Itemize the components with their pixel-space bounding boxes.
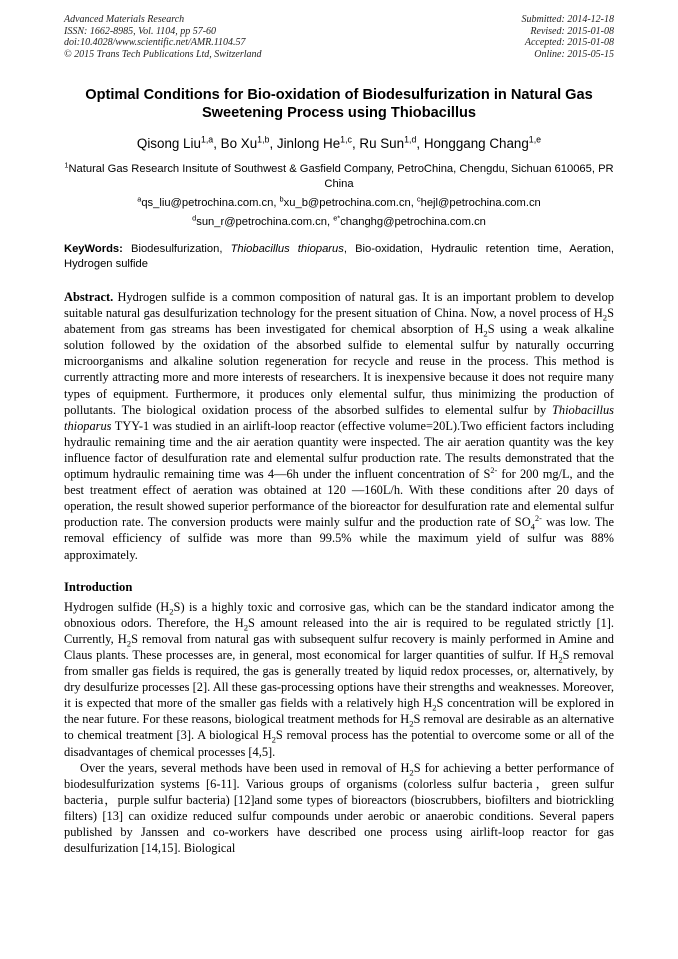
paper-title: Optimal Conditions for Bio-oxidation of Biodesulfurization in Natural Gas Sweetening Process using Thiobacillus	[85, 87, 593, 121]
section-heading: Introduction	[64, 579, 133, 594]
email-link[interactable]: changhg@petrochina.com.cn	[340, 216, 486, 228]
email-link[interactable]: sun_r@petrochina.com.cn	[196, 216, 327, 228]
journal-copyright: © 2015 Trans Tech Publications Ltd, Switzerland	[64, 48, 262, 60]
journal-issn: ISSN: 1662-8985, Vol. 1104, pp 57-60	[64, 25, 217, 37]
date-accepted: Accepted: 2015-01-08	[524, 37, 614, 48]
author-name: Jinlong He	[276, 136, 341, 151]
introduction-section	[64, 579, 614, 857]
author-affil-mark: 1,a	[200, 134, 214, 145]
date-revised: Revised: 2015-01-08	[530, 25, 614, 37]
date-online: Online: 2015-05-15	[534, 48, 614, 60]
author-name: Honggang Chang	[423, 136, 529, 151]
email-link[interactable]: xu_b@petrochina.com.cn	[283, 197, 411, 209]
affiliations	[64, 162, 614, 230]
author-affil-mark: 1,c	[340, 134, 352, 145]
journal-info	[64, 14, 262, 60]
author-name: Bo Xu	[220, 136, 258, 151]
email-line-2: $^d$sun_r@petrochina.com.cn, $^{e*}$changhg@petrochina.com.cn	[192, 213, 486, 228]
journal-doi: doi:10.4028/www.scientific.net/AMR.1104.57	[64, 37, 246, 48]
journal-header	[64, 14, 614, 60]
publication-dates	[522, 14, 615, 60]
author-affil-mark: 1,e	[528, 134, 542, 145]
date-submitted: Submitted: 2014-12-18	[521, 14, 614, 25]
keywords: KeyWords: Biodesulfurization, Thiobacillus thioparus, Bio-oxidation, Hydraulic retention time, Aeration, Hydrogen sulfide	[64, 243, 615, 270]
abstract-label: Abstract.	[64, 290, 114, 304]
affiliation-line: $^1$Natural Gas Research Insitute of Southwest & Gasfield Company, PetroChina, Chengdu, Sichuan 610065, PR China	[64, 160, 614, 190]
paragraph: Over the years, several methods have been used in removal of $H_2S$ for achieving a better performance of biodesulfurization systems [6-11]. Various groups of organisms (colorless sulfur bacteria，green sulfur bacteria，purple sulfur bacteria) [12]and some types of bioreactors (bioscrubbers, biofilters and biotrickling filters) [13] can oxidize reduced sulfur compounds under aerobic or anaerobic conditions. Several papers published by Janssen and co-workers have described one process using airlift-loop reactor for gas desulfurization [14,15]. Biological	[64, 760, 614, 856]
email-link[interactable]: hejl@petrochina.com.cn	[420, 197, 541, 209]
author-name: Qisong Liu	[136, 136, 201, 151]
journal-name: Advanced Materials Research	[64, 14, 185, 25]
author-list: Qisong Liu$^{1,a}$, Bo Xu$^{1,b}$, Jinlong He$^{1,c}$, Ru Sun$^{1,d}$, Honggang Chang$^{1,e}$	[136, 134, 542, 151]
abstract	[64, 289, 614, 563]
abstract-text: Abstract. Hydrogen sulfide is a common composition of natural gas. It is an important problem to develop suitable natural gas desulfurization technology for the present situation of China. Now, a novel process of $H_2S$ abatement from gas streams has been investigated for chemical absorption of $H_2S$ using a weak alkaline solution followed by the oxidation of the absorbed sulfide to elemental sulfur by naturally occurring microorganisms and alkaline solution regeneration for recycle and reuse in the process. This method is currently attracting more and more interests of researchers. It is inexpensive because it does not require many types of equipment. Furthermore, it produces only elemental sulfur, thus minimizing the production of pollutants. The biological oxidation process of the absorbed sulfides to elemental sulfur by Thiobacillus thioparus TYY-1 was studied in an airlift-loop reactor (effective volume=20L).Two efficient factors including hydraulic remaining time and the air aeration quantity were inspected. The air aeration quantity was the key influence factor of desulfuration rate and elemental sulfur production rate. The results demonstrated that the optimum hydraulic remaining time was 4—6h under the influent concentration of $S^{2-}$ for 200 mg/L, and the best treatment effect of aeration was obtained at 120 —160L/h. With these conditions after 20 days of operation, the result showed superior performance of the bioreactor for desulfuration rate and elemental sulfur production rate. The conversion products were mainly sulfur and the production rate of $SO_4^{2-}$ was low. The removal efficiency of sulfide was more than 99.5% while the maximum yield of sulfur was 88% approximately.	[64, 290, 614, 562]
paragraph: Hydrogen sulfide $(H_2S)$ is a highly toxic and corrosive gas, which can be the standard indicator among the obnoxious odors. Therefore, the $H_2S$ amount released into the air is required to be regulated strictly [1]. Currently, $H_2S$ removal from natural gas with subsequent sulfur recovery is mainly performed in Amine and Claus plants. These processes are, in general, most economical for larger quantities of sulfur. If $H_2S$ removal from smaller gas fields is required, the gas is generally treated by liquid redox processes, or, alternatively, by dry desulfurize processes [2]. All these gas-processing options have their strengths and weaknesses. Moreover, it is expected that more of the smaller gas fields with a relatively high $H_2S$ concentration will be explored in the near future. For these reasons, biological treatment methods for $H_2S$ removal are desirable as an alternative to chemical treatment [3]. A biological $H_2S$ removal process has the potential to overcome some or all of the disadvantages of chemical processes [4,5].	[64, 599, 615, 759]
author-name: Ru Sun	[359, 136, 405, 151]
author-affil-mark: 1,d	[404, 134, 417, 145]
email-line-1: $^a$qs_liu@petrochina.com.cn, $^b$xu_b@petrochina.com.cn, $^c$hejl@petrochina.com.cn	[137, 194, 541, 209]
keywords-label: KeyWords:	[64, 243, 123, 255]
email-link[interactable]: qs_liu@petrochina.com.cn	[141, 197, 274, 209]
author-affil-mark: 1,b	[257, 134, 270, 145]
